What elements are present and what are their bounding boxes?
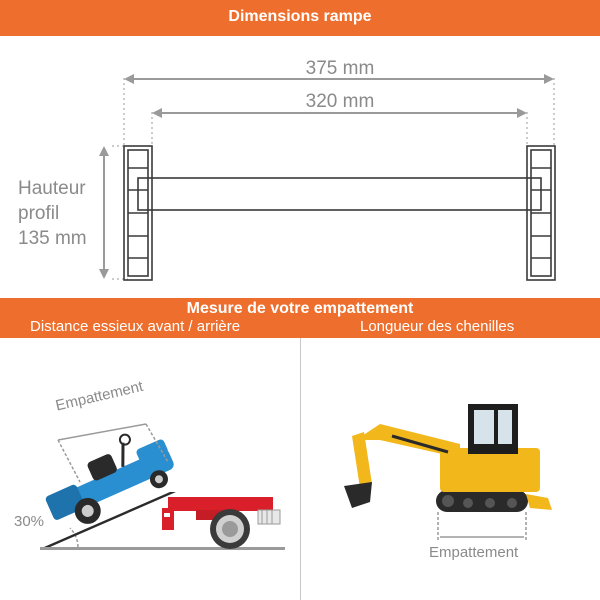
right-subtitle: Longueur des chenilles [360, 318, 515, 335]
inner-width-label: 320 mm [305, 91, 375, 112]
dimensions-title: Dimensions rampe [228, 8, 372, 25]
angle-label: 30% [14, 513, 45, 530]
excavator [344, 404, 552, 512]
height-line-3: 135 mm [18, 228, 87, 249]
height-line-2: profil [18, 203, 60, 224]
wheelbase-title: Mesure de votre empattement [186, 300, 414, 317]
height-line-1: Hauteur [18, 178, 86, 199]
left-wheelbase-label: Empattement [54, 377, 145, 415]
left-subtitle: Distance essieux avant / arrière [30, 318, 241, 335]
outer-width-label: 375 mm [305, 58, 375, 79]
right-wheelbase-label: Empattement [429, 544, 519, 561]
right-wheelbase-dimension [438, 512, 526, 540]
